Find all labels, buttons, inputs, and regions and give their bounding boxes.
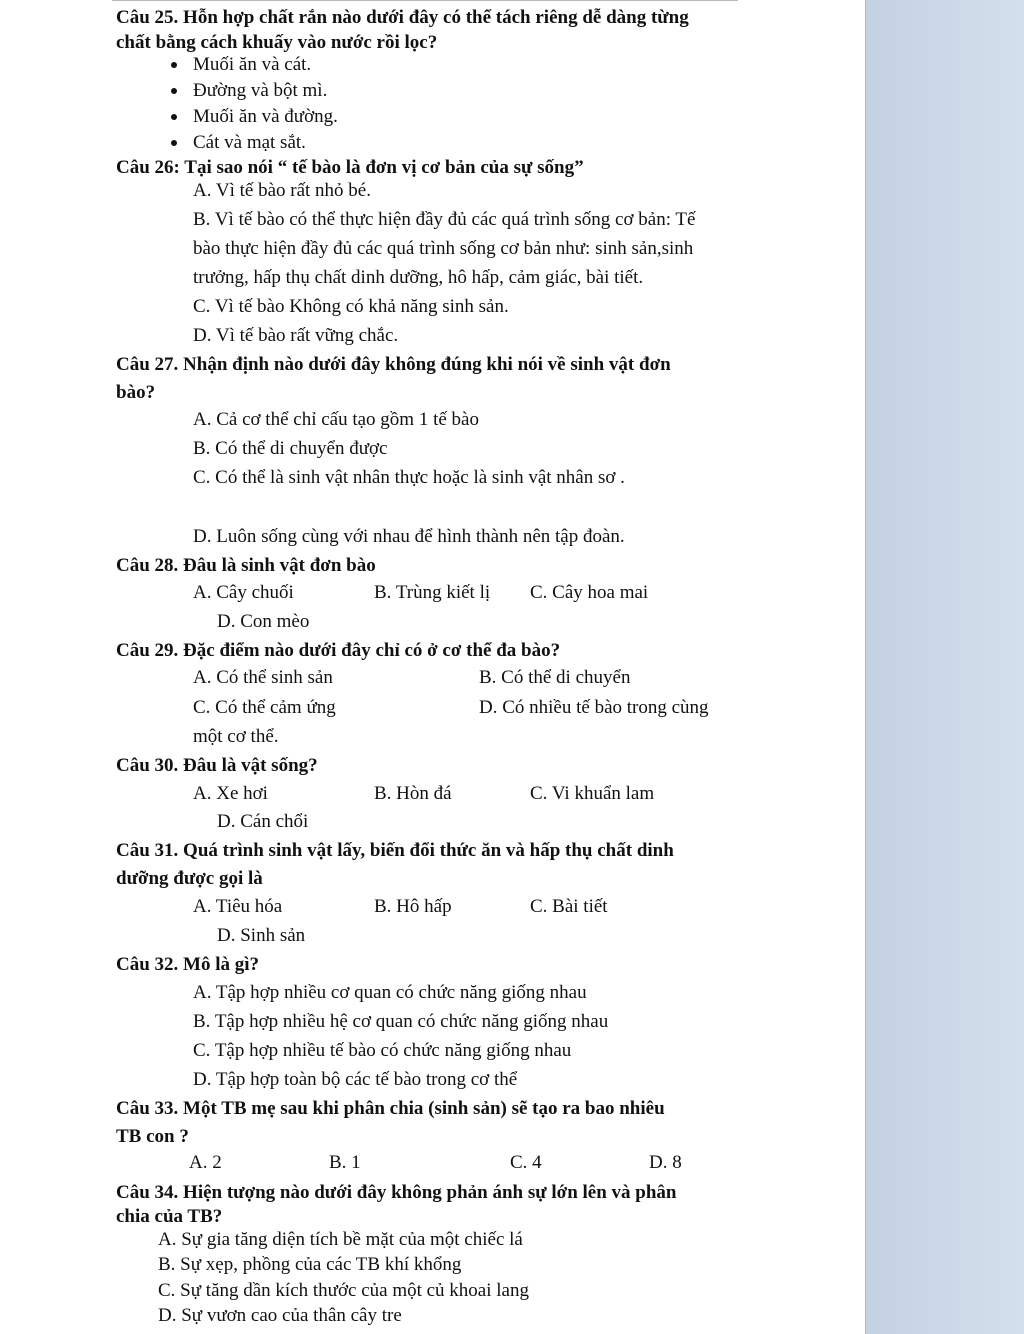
q25-option-3: Muối ăn và đường. [193, 106, 338, 127]
q31-option-c: C. Bài tiết [530, 896, 608, 917]
bullet-icon [171, 62, 177, 68]
q34-title-line2: chia của TB? [116, 1206, 223, 1227]
q26-option-a: A. Vì tế bào rất nhỏ bé. [193, 180, 371, 201]
q31-option-a: A. Tiêu hóa [193, 896, 283, 917]
q29-option-b: B. Có thể di chuyển [479, 667, 631, 688]
window-background [866, 0, 1024, 1334]
q30-option-b: B. Hòn đá [374, 783, 452, 804]
q25-title-line1: Câu 25. Hỗn hợp chất rắn nào dưới đây có thể tách riêng dễ dàng từng [116, 7, 689, 28]
q29-option-c: C. Có thể cảm ứng [193, 697, 336, 718]
q30-title: Câu 30. Đâu là vật sống? [116, 755, 318, 776]
q34-option-b: B. Sự xẹp, phồng của các TB khí khổng [158, 1254, 462, 1275]
q27-title-line2: bào? [116, 382, 156, 403]
q29-option-d: D. Có nhiều tế bào trong cùng [479, 697, 709, 718]
q32-option-d: D. Tập hợp toàn bộ các tế bào trong cơ thể [193, 1069, 518, 1090]
q32-option-c: C. Tập hợp nhiều tế bào có chức năng giống nhau [193, 1040, 572, 1061]
q31-title-line2: dưỡng được gọi là [116, 868, 263, 889]
q31-title-line1: Câu 31. Quá trình sinh vật lấy, biến đổi thức ăn và hấp thụ chất dinh [116, 840, 674, 861]
bullet-icon [171, 114, 177, 120]
q28-title: Câu 28. Đâu là sinh vật đơn bào [116, 555, 376, 576]
q30-option-d: D. Cán chổi [217, 811, 309, 832]
q31-option-b: B. Hô hấp [374, 896, 452, 917]
q25-option-2: Đường và bột mì. [193, 80, 328, 101]
q32-option-b: B. Tập hợp nhiều hệ cơ quan có chức năng giống nhau [193, 1011, 609, 1032]
q30-option-c: C. Vi khuẩn lam [530, 783, 655, 804]
q26-option-b-line1: B. Vì tế bào có thể thực hiện đầy đủ các quá trình sống cơ bản: Tế [193, 209, 696, 230]
q33-option-b: B. 1 [329, 1152, 361, 1173]
bullet-icon [171, 88, 177, 94]
q26-option-c: C. Vì tế bào Không có khả năng sinh sản. [193, 296, 509, 317]
q30-option-a: A. Xe hơi [193, 783, 268, 804]
q33-title-line2: TB con ? [116, 1126, 189, 1147]
q28-option-d: D. Con mèo [217, 611, 310, 632]
q26-option-b-line2: bào thực hiện đầy đủ các quá trình sống cơ bản như: sinh sản,sinh [193, 238, 694, 259]
q32-option-a: A. Tập hợp nhiều cơ quan có chức năng giống nhau [193, 982, 587, 1003]
q28-option-c: C. Cây hoa mai [530, 582, 649, 603]
q27-option-a: A. Cả cơ thể chỉ cấu tạo gồm 1 tế bào [193, 409, 479, 430]
q27-option-c: C. Có thể là sinh vật nhân thực hoặc là sinh vật nhân sơ . [193, 467, 625, 488]
q34-option-c: C. Sự tăng dần kích thước của một củ khoai lang [158, 1280, 529, 1301]
q33-option-c: C. 4 [510, 1152, 542, 1173]
q25-option-1: Muối ăn và cát. [193, 54, 312, 75]
q28-option-a: A. Cây chuối [193, 582, 294, 603]
q27-title-line1: Câu 27. Nhận định nào dưới đây không đúng khi nói về sinh vật đơn [116, 354, 671, 375]
bullet-icon [171, 140, 177, 146]
q34-option-a: A. Sự gia tăng diện tích bề mặt của một chiếc lá [158, 1229, 523, 1250]
top-rule [112, 0, 738, 4]
q27-option-b: B. Có thể di chuyển được [193, 438, 388, 459]
q34-title-line1: Câu 34. Hiện tượng nào dưới đây không phản ánh sự lớn lên và phân [116, 1182, 677, 1203]
q28-option-b: B. Trùng kiết lị [374, 582, 491, 603]
q33-option-a: A. 2 [189, 1152, 222, 1173]
q29-option-d-continued: một cơ thể. [193, 726, 279, 747]
q31-option-d: D. Sinh sản [217, 925, 306, 946]
q26-option-b-line3: trưởng, hấp thụ chất dinh dưỡng, hô hấp, cảm giác, bài tiết. [193, 267, 644, 288]
q32-title: Câu 32. Mô là gì? [116, 954, 260, 975]
q34-option-d: D. Sự vươn cao của thân cây tre [158, 1305, 402, 1326]
q26-option-d: D. Vì tế bào rất vững chắc. [193, 325, 399, 346]
q26-title: Câu 26: Tại sao nói “ tế bào là đơn vị cơ bản của sự sống” [116, 157, 584, 178]
q29-title: Câu 29. Đặc điểm nào dưới đây chỉ có ở cơ thể đa bào? [116, 640, 561, 661]
q27-option-d: D. Luôn sống cùng với nhau để hình thành nên tập đoàn. [193, 526, 625, 547]
q33-title-line1: Câu 33. Một TB mẹ sau khi phân chia (sinh sản) sẽ tạo ra bao nhiêu [116, 1098, 665, 1119]
q25-title-line2: chất bằng cách khuấy vào nước rồi lọc? [116, 32, 438, 53]
q25-option-4: Cát và mạt sắt. [193, 132, 306, 153]
q29-option-a: A. Có thể sinh sản [193, 667, 333, 688]
q33-option-d: D. 8 [649, 1152, 682, 1173]
